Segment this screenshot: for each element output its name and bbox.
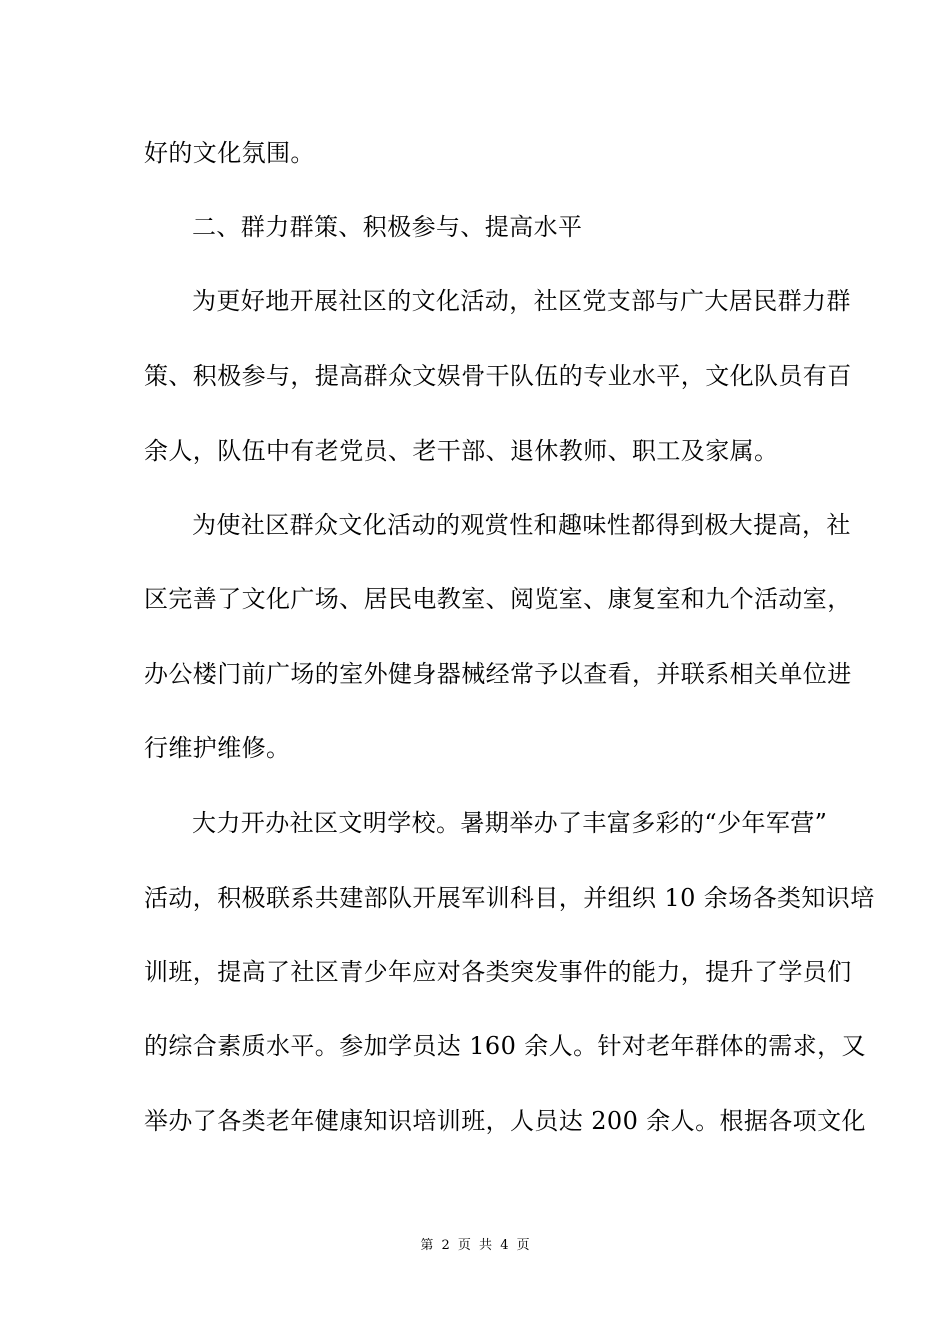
text-line-6: 为使社区群众文化活动的观赏性和趣味性都得到极大提高，社 — [192, 511, 851, 539]
text-line-7: 区完善了文化广场、居民电教室、阅览室、康复室和九个活动室， — [144, 585, 852, 613]
text-line-8: 办公楼门前广场的室外健身器械经常予以查看，并联系相关单位进 — [144, 660, 852, 688]
text-line-3: 为更好地开展社区的文化活动，社区党支部与广大居民群力群 — [192, 287, 851, 315]
text-line-11: 活动，积极联系共建部队开展军训科目，并组织 10 余场各类知识培 — [144, 884, 875, 912]
text-line-13: 的综合素质水平。参加学员达 160 余人。针对老年群体的需求，又 — [144, 1032, 866, 1060]
text-line-14: 举办了各类老年健康知识培训班，人员达 200 余人。根据各项文化 — [144, 1107, 866, 1135]
text-line-5: 余人，队伍中有老党员、老干部、退休教师、职工及家属。 — [144, 437, 779, 465]
text-line-4: 策、积极参与，提高群众文娱骨干队伍的专业水平，文化队员有百 — [144, 362, 852, 390]
text-line-12: 训班，提高了社区青少年应对各类突发事件的能力，提升了学员们 — [144, 958, 852, 986]
text-line-10: 大力开办社区文明学校。暑期举办了丰富多彩的“少年军营” — [192, 809, 828, 837]
text-line-9: 行维护维修。 — [144, 734, 291, 762]
text-line-1: 好的文化氛围。 — [144, 139, 315, 167]
section-heading: 二、群力群策、积极参与、提高水平 — [192, 213, 583, 241]
page-number-footer: 第 2 页 共 4 页 — [420, 1238, 530, 1253]
